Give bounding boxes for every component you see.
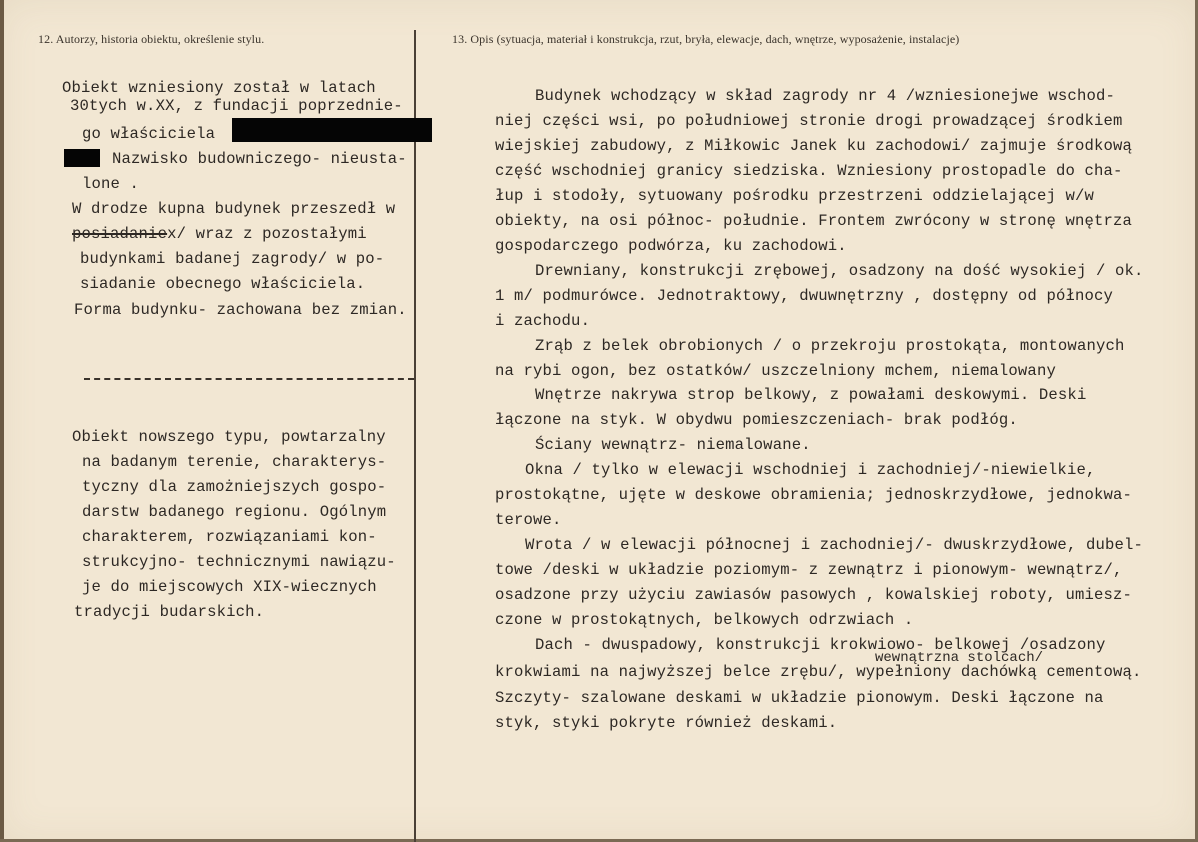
- left-line-rest: x/ wraz z pozostałymi: [167, 225, 367, 243]
- typed-insertion: wewnątrzna stolcach/: [875, 650, 1044, 666]
- right-line: osadzone przy użyciu zawiasów pasowych , kowalskiej roboty, umiesz-: [495, 586, 1133, 604]
- left-line: lone .: [82, 175, 140, 193]
- left-line: strukcyjno- technicznymi nawiązu-: [82, 553, 396, 571]
- right-line: część wschodniej granicy siedziska. Wzniesiony prostopadle do cha-: [495, 162, 1123, 180]
- right-line: Budynek wchodzący w skład zagrody nr 4 /wzniesionejwe wschod-: [535, 87, 1115, 105]
- right-line: styk, styki pokryte również deskami.: [495, 714, 838, 732]
- right-line: na rybi ogon, bez ostatków/ uszczelniony mchem, niemalowany: [495, 362, 1056, 380]
- struck-word: posiadanie: [72, 225, 168, 243]
- left-line: W drodze kupna budynek przeszedł w: [72, 200, 396, 218]
- right-line: Wrota / w elewacji północnej i zachodniej/- dwuskrzydłowe, dubel-: [525, 536, 1144, 554]
- section-13-header: 13. Opis (sytuacja, materiał i konstrukcja, rzut, bryła, elewacje, dach, wnętrze, wyposażenie, instalacje): [452, 32, 960, 46]
- left-line: tyczny dla zamożniejszych gospo-: [82, 478, 387, 496]
- right-line: 1 m/ podmurówce. Jednotraktowy, dwuwnętrzny , dostępny od północy: [495, 287, 1114, 305]
- left-line: na badanym terenie, charakterys-: [82, 453, 387, 471]
- left-line-struck: [72, 225, 367, 243]
- right-line: prostokątne, ujęte w deskowe obramienia; jednoskrzydłowe, jednokwa-: [495, 486, 1133, 504]
- right-line: Ściany wewnątrz- niemalowane.: [535, 436, 811, 454]
- right-line: czone w prostokątnych, belkowych odrzwiach .: [495, 611, 914, 629]
- left-line: darstw badanego regionu. Ogólnym: [82, 503, 387, 521]
- left-line: Obiekt nowszego typu, powtarzalny: [72, 428, 386, 446]
- right-line: Zrąb z belek obrobionych / o przekroju prostokąta, montowanych: [535, 337, 1125, 355]
- left-line: charakterem, rozwiązaniami kon-: [82, 528, 377, 546]
- left-line: Obiekt wzniesiony został w latach: [62, 79, 376, 97]
- redaction-bar: [232, 118, 432, 142]
- left-line: 30tych w.XX, z fundacji poprzednie-: [70, 97, 403, 115]
- page-edge-left: [0, 0, 4, 842]
- right-line: obiekty, na osi północ- południe. Frontem zwrócony w stronę wnętrza: [495, 212, 1133, 230]
- right-line: Drewniany, konstrukcji zrębowej, osadzony na dość wysokiej / ok.: [535, 262, 1144, 280]
- left-line: Forma budynku- zachowana bez zmian.: [74, 301, 407, 319]
- left-line: siadanie obecnego właściciela.: [80, 275, 366, 293]
- left-line: je do miejscowych XIX-wiecznych: [82, 578, 377, 596]
- redaction-bar: [64, 149, 100, 167]
- right-line: towe /deski w układzie poziomym- z zewnątrz i pionowym- wewnątrz/,: [495, 561, 1123, 579]
- left-line: budynkami badanej zagrody/ w po-: [80, 250, 385, 268]
- right-line: Okna / tylko w elewacji wschodniej i zachodniej/-niewielkie,: [525, 461, 1096, 479]
- section-12-header: 12. Autorzy, historia obiektu, określenie stylu.: [38, 32, 265, 46]
- left-line: Nazwisko budowniczego- nieusta-: [112, 150, 407, 168]
- right-line: Szczyty- szalowane deskami w układzie pionowym. Deski łączone na: [495, 689, 1104, 707]
- right-line: i zachodu.: [495, 312, 591, 330]
- right-line: łup i stodoły, sytuowany pośrodku przestrzeni oddzielającej w/w: [495, 187, 1094, 205]
- right-line: krokwiami na najwyższej belce zrębu/, wypełniony dachówką cementową.: [495, 663, 1142, 681]
- right-line: terowe.: [495, 511, 562, 529]
- left-line: tradycji budarskich.: [74, 603, 265, 621]
- right-line: łączone na styk. W obydwu pomieszczeniach- brak podłóg.: [495, 411, 1018, 429]
- right-line: niej części wsi, po południowej stronie drogi prowadzącej środkiem: [495, 112, 1123, 130]
- right-line: wiejskiej zabudowy, z Miłkowic Janek ku zachodowi/ zajmuje środkową: [495, 137, 1133, 155]
- right-line: gospodarczego podwórza, ku zachodowi.: [495, 237, 847, 255]
- dashed-separator: [84, 378, 414, 384]
- right-line: Dach - dwuspadowy, konstrukcji krokwiowo- belkowej /osadzony: [535, 636, 1106, 654]
- right-line: Wnętrze nakrywa strop belkowy, z powałami deskowymi. Deski: [535, 386, 1087, 404]
- column-divider: [414, 30, 416, 842]
- left-line: go właściciela: [82, 125, 216, 143]
